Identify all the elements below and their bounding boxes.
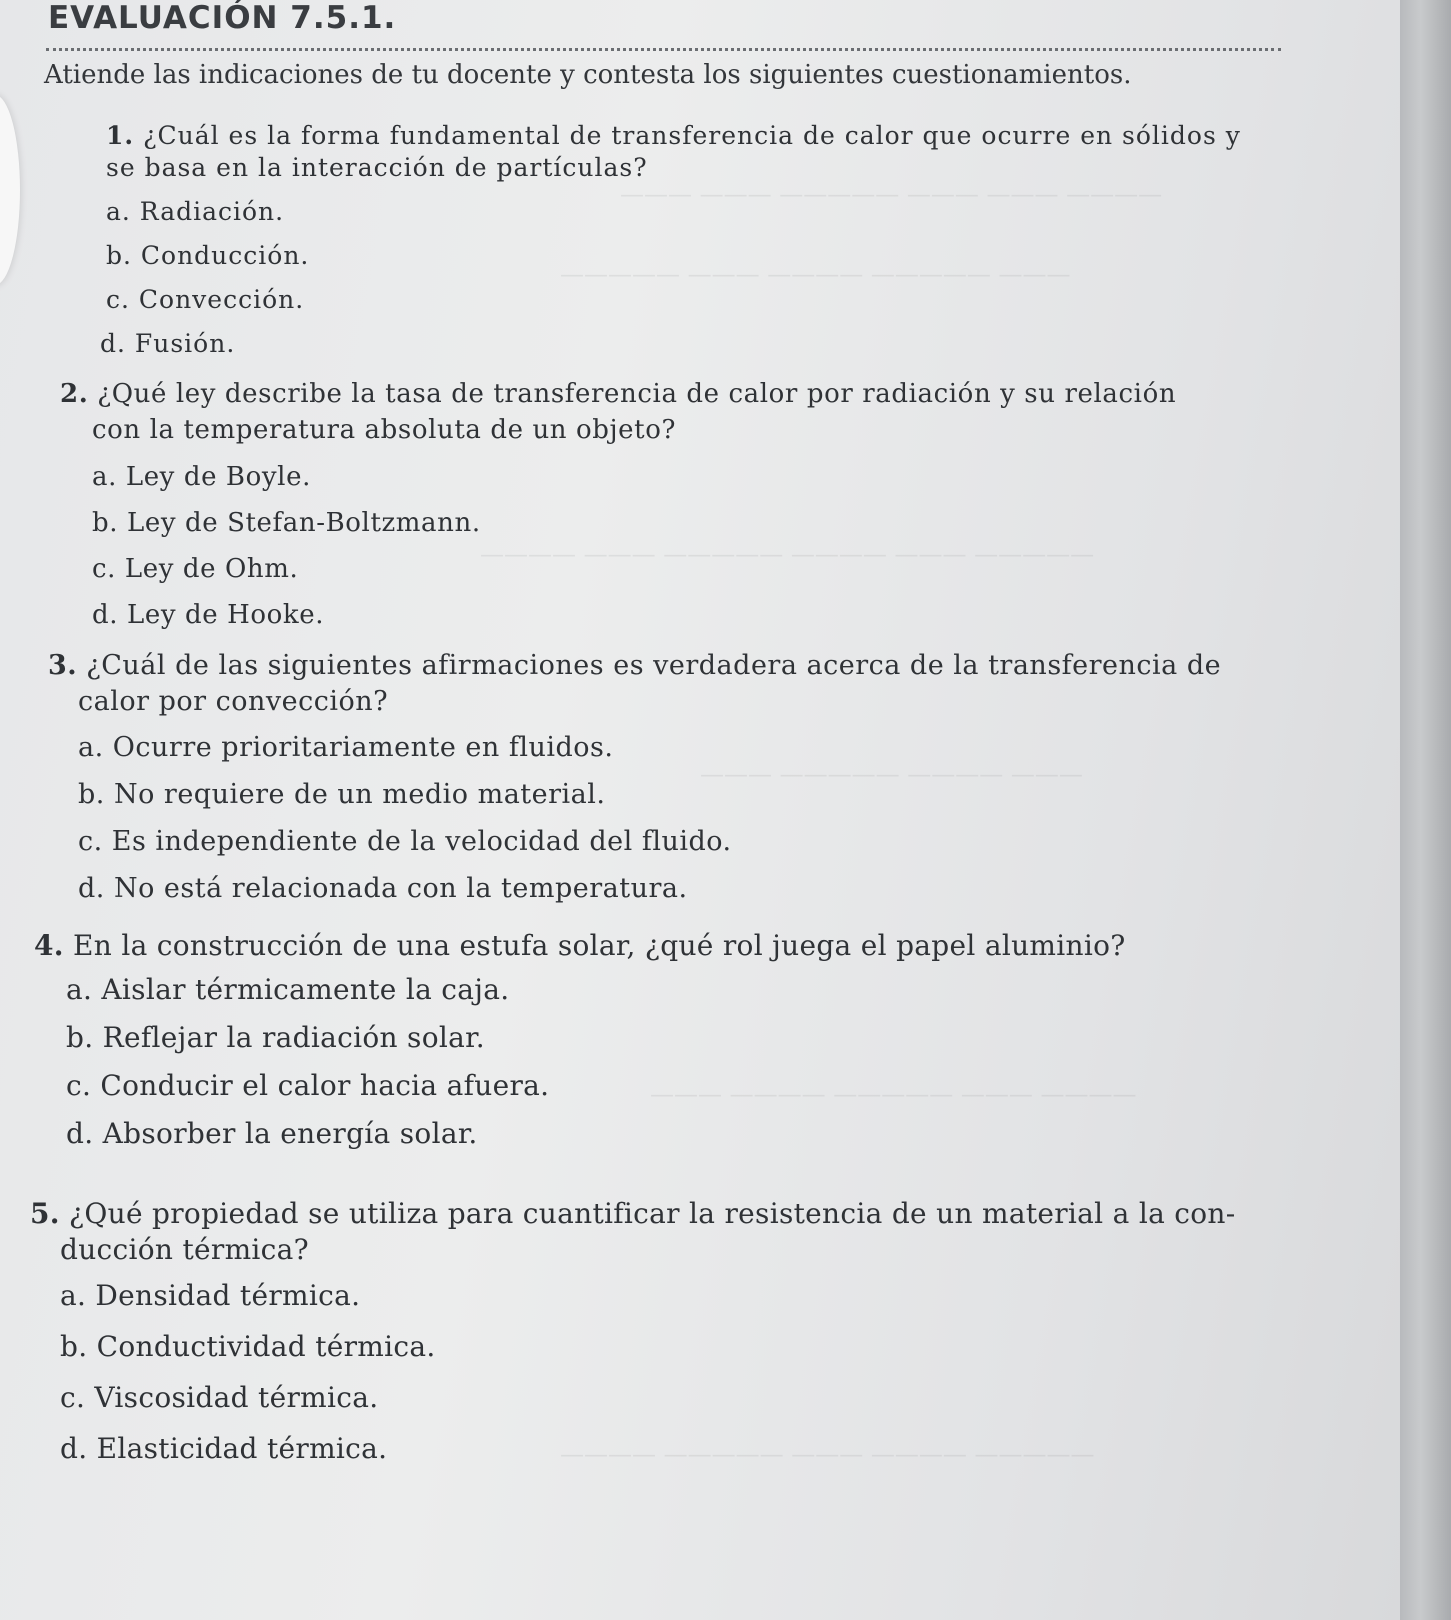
question-number: 3. <box>48 650 78 681</box>
question-5-text <box>30 1196 1236 1268</box>
option-b: b. Conductividad térmica. <box>60 1330 436 1363</box>
question-line: ¿Cuál de las siguientes afirmaciones es verdadera acerca de la transferencia de <box>86 650 1222 681</box>
option-a: a. Radiación. <box>106 197 285 226</box>
question-3 <box>48 648 1221 912</box>
option-d: d. Fusión. <box>100 329 236 358</box>
bleed-through-texture: ————— ———— ——— ————— ———— <box>560 1440 1095 1468</box>
option-c: c. Convección. <box>106 285 305 314</box>
option-b: b. No requiere de un medio material. <box>78 779 606 810</box>
question-line: se basa en la interacción de partículas? <box>106 153 648 182</box>
question-1 <box>100 118 1241 366</box>
bleed-through-texture: ———— ——— ————— ———— ——— <box>650 1080 1137 1108</box>
option-c: c. Es independiente de la velocidad del fluido. <box>78 826 732 857</box>
question-3-text <box>48 648 1221 720</box>
options-list <box>48 724 1221 912</box>
question-number: 5. <box>30 1197 60 1230</box>
option-d: d. Elasticidad térmica. <box>60 1432 388 1465</box>
option-d: d. Absorber la energía solar. <box>66 1117 478 1150</box>
question-line: con la temperatura absoluta de un objeto? <box>92 415 676 445</box>
question-4-text <box>34 928 1126 964</box>
options-list <box>30 1270 1236 1474</box>
question-line: ducción térmica? <box>60 1233 309 1266</box>
question-number: 4. <box>34 929 64 962</box>
question-line: ¿Qué propiedad se utiliza para cuantificar la resistencia de un material a la con- <box>69 1197 1236 1230</box>
options-list <box>34 966 1126 1158</box>
bleed-through-texture: ——— ————— ———— ——— ————— <box>560 260 1071 288</box>
question-1-text <box>106 118 1241 186</box>
question-5 <box>30 1196 1236 1474</box>
question-4 <box>34 928 1126 1158</box>
instructions-text: Atiende las indicaciones de tu docente y contesta los siguientes cuestionamientos. <box>44 60 1132 90</box>
question-line: En la construcción de una estufa solar, ¿qué rol juega el papel aluminio? <box>73 929 1126 962</box>
question-2 <box>60 376 1177 638</box>
page-edge-curl <box>0 95 20 285</box>
option-a: a. Aislar térmicamente la caja. <box>66 973 510 1006</box>
evaluation-title: EVALUACIÓN 7.5.1. <box>48 0 397 36</box>
bleed-through-texture: ——— ———— ————— ——— <box>700 760 1083 788</box>
option-b: b. Ley de Stefan-Boltzmann. <box>92 508 481 538</box>
option-a: a. Densidad térmica. <box>60 1279 361 1312</box>
option-d: d. No está relacionada con la temperatura. <box>78 873 688 904</box>
option-a: a. Ocurre prioritariamente en fluidos. <box>78 732 614 763</box>
background-surface <box>1400 0 1451 1620</box>
title-divider <box>46 48 1281 51</box>
options-list <box>92 454 1176 638</box>
option-d: d. Ley de Hooke. <box>92 600 325 630</box>
option-c: c. Viscosidad térmica. <box>60 1381 379 1414</box>
question-line: ¿Qué ley describe la tasa de transferencia de calor por radiación y su relación <box>97 379 1177 409</box>
question-2-text <box>60 376 1176 448</box>
question-line: calor por convección? <box>78 686 389 717</box>
question-line: ¿Cuál es la forma fundamental de transferencia de calor que ocurre en sólidos y <box>143 121 1241 150</box>
option-c: c. Ley de Ohm. <box>92 554 299 584</box>
bleed-through-texture: ———— ——— ——— ————— ——— ——— <box>620 180 1163 208</box>
options-list <box>100 190 1241 366</box>
bleed-through-texture: ————— ——— ———— ————— ——— ———— <box>480 540 1095 568</box>
option-c: c. Conducir el calor hacia afuera. <box>66 1069 550 1102</box>
option-a: a. Ley de Boyle. <box>92 462 311 492</box>
question-number: 1. <box>106 121 135 150</box>
option-b: b. Reflejar la radiación solar. <box>66 1021 485 1054</box>
option-b: b. Conducción. <box>106 241 310 270</box>
question-number: 2. <box>60 379 89 409</box>
